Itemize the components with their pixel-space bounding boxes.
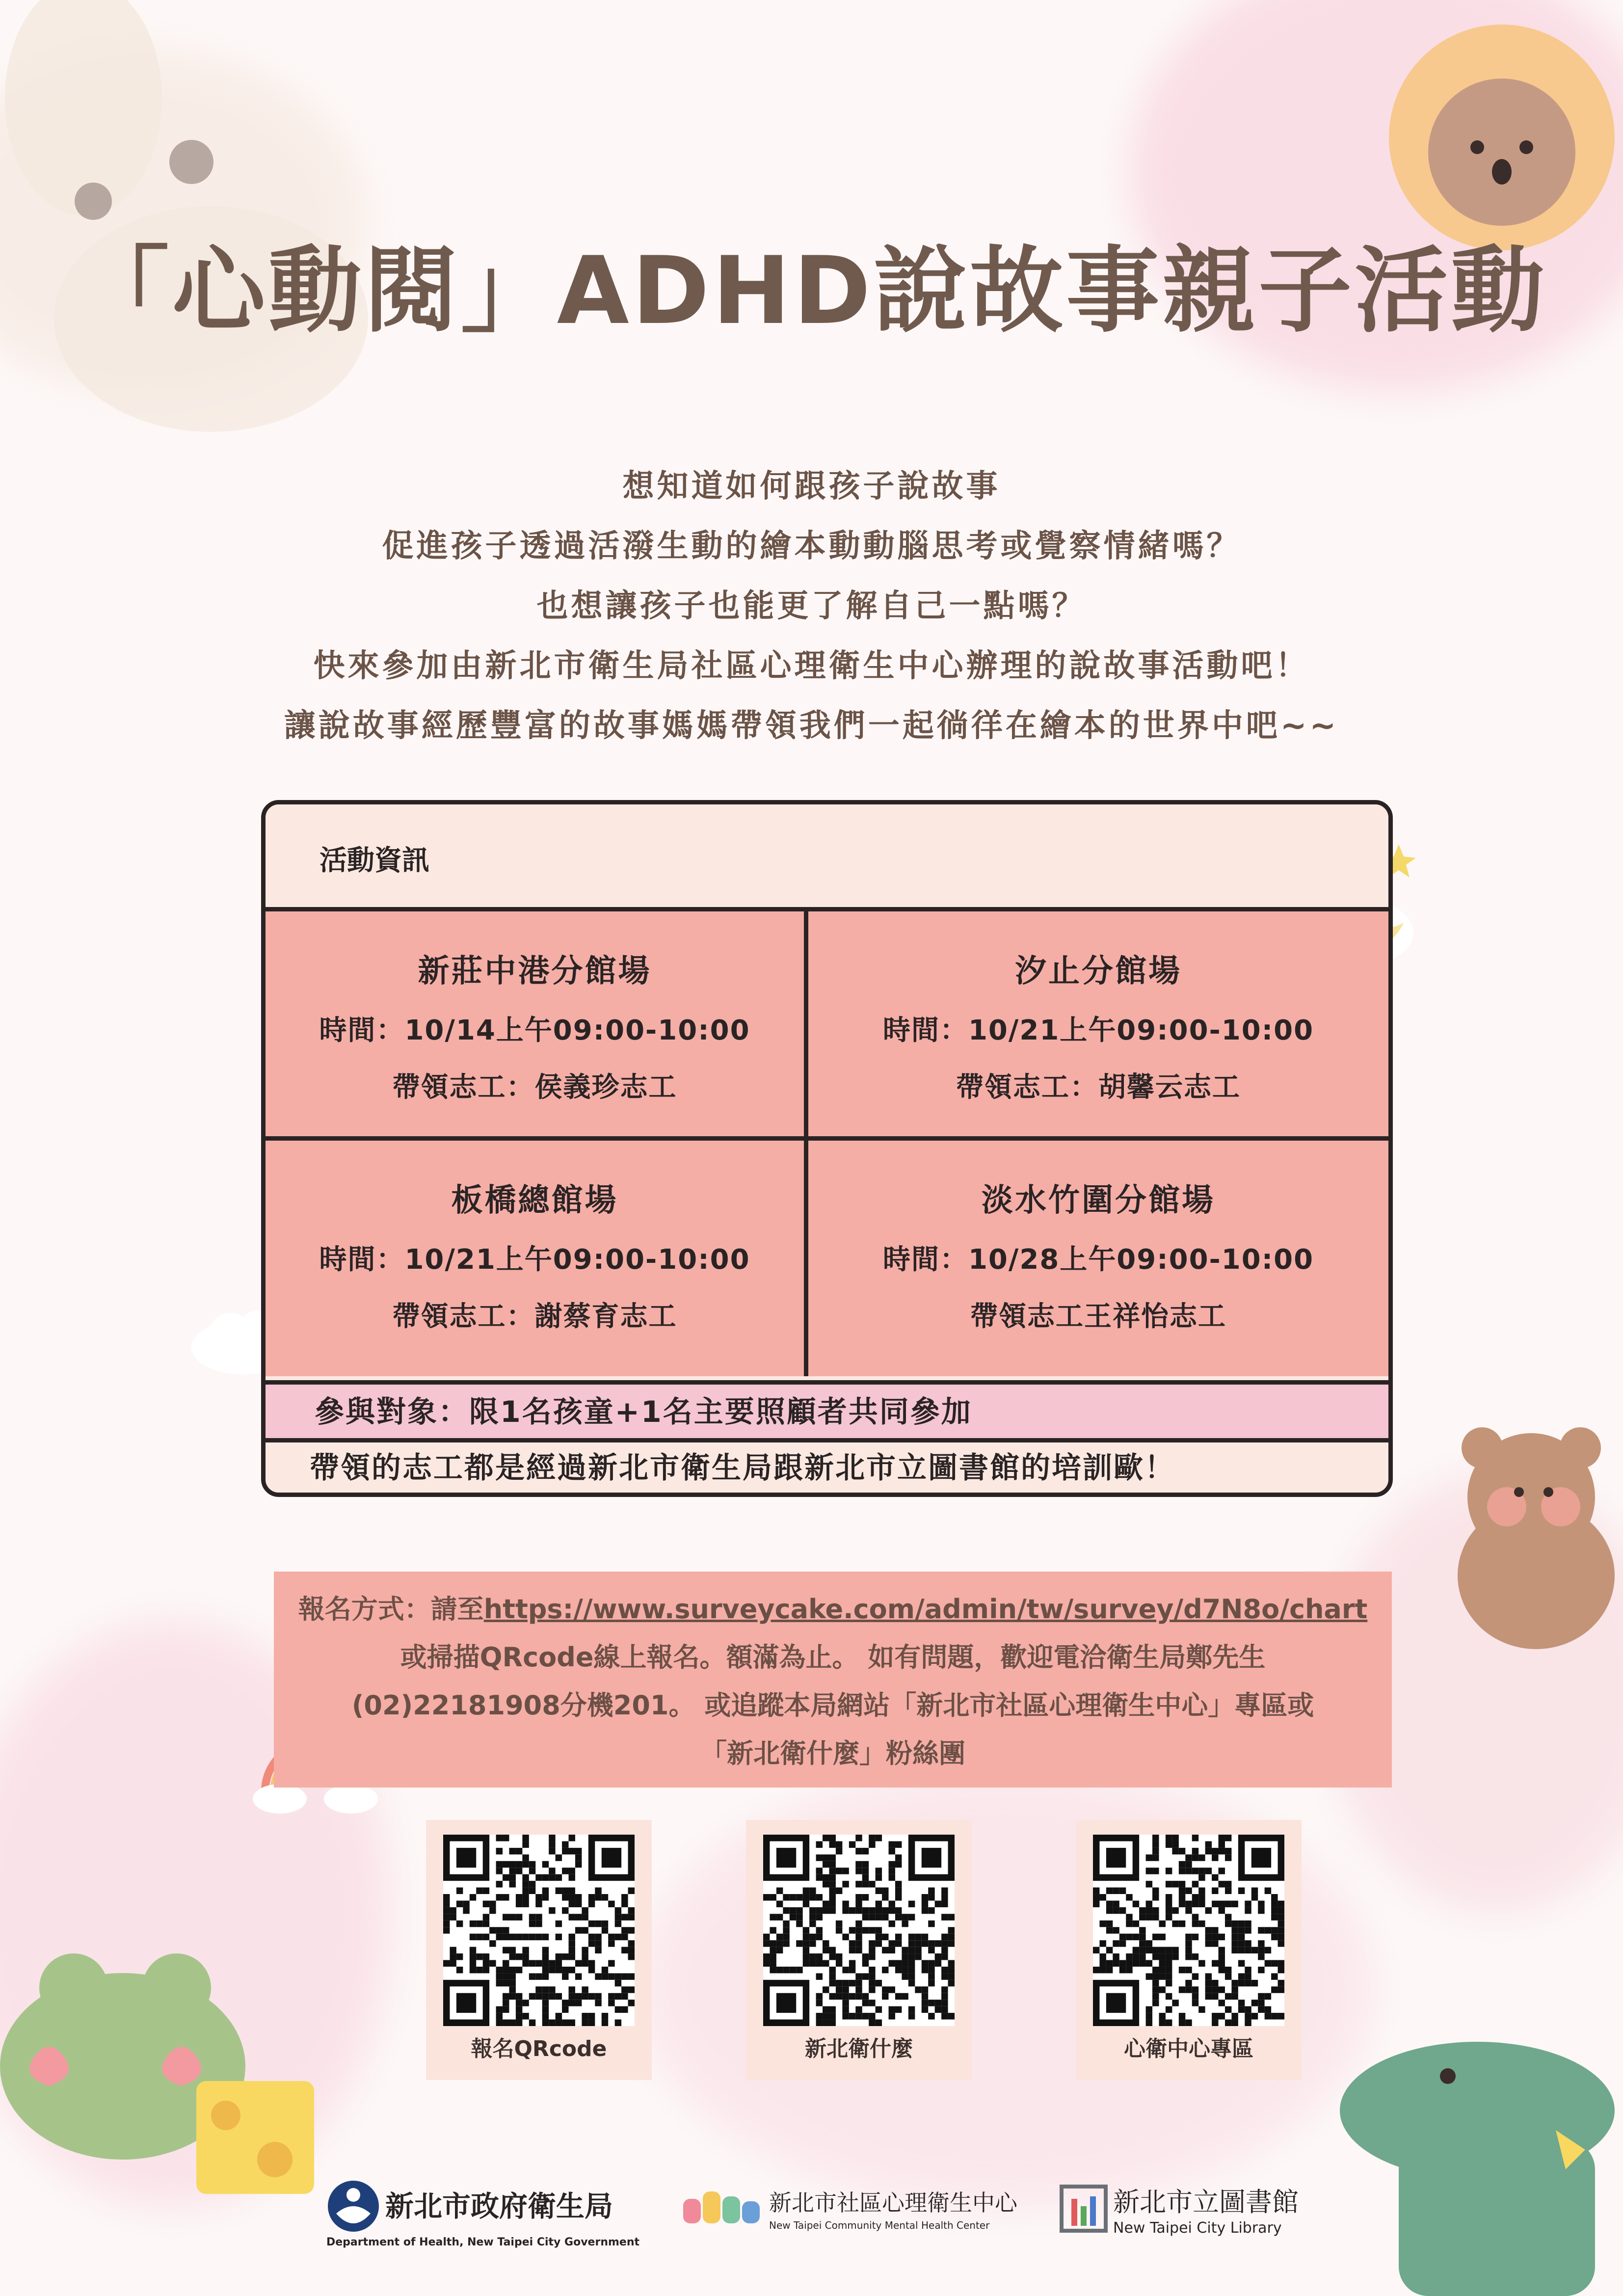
session-leader: 帶領志工：胡馨云志工 — [956, 1071, 1241, 1103]
qr-card-registration[interactable] — [426, 1820, 652, 2080]
health-department-logo — [326, 2174, 660, 2263]
session-card — [266, 911, 808, 1141]
bear-illustration — [1423, 1414, 1623, 1659]
frog-illustration — [0, 1953, 344, 2296]
session-leader: 帶領志工王祥怡志工 — [970, 1301, 1226, 1333]
intro-line: 也想讓孩子也能更了解自己一點嗎？ — [536, 588, 1087, 624]
session-card — [808, 911, 1388, 1141]
qr-code-icon — [443, 1835, 635, 2026]
session-time: 時間：10/28上午09:00-10:00 — [882, 1244, 1314, 1276]
qr-label: 心衛中心專區 — [1124, 2036, 1253, 2061]
participants-bar: 參與對象：限1名孩童+1名主要照顧者共同參加 — [266, 1380, 1388, 1442]
session-venue: 汐止分館場 — [1015, 953, 1182, 989]
qr-label: 報名QRcode — [471, 2036, 607, 2061]
session-venue: 板橋總館場 — [451, 1182, 618, 1219]
session-card — [808, 1141, 1388, 1376]
activity-info-box — [261, 800, 1393, 1497]
mental-health-center-logo — [683, 2174, 1037, 2263]
intro-line: 促進孩子透過活潑生動的繪本動動腦思考或覺察情緒嗎？ — [382, 528, 1241, 564]
intro-line: 想知道如何跟孩子說故事 — [622, 468, 1001, 505]
registration-link[interactable]: https://www.surveycake.com/admin/tw/survey/d7N8o/chart — [483, 1594, 1368, 1625]
library-subtitle: New Taipei City Library — [1113, 2219, 1282, 2237]
registration-line: 「新北衛什麼」粉絲團 — [700, 1738, 965, 1769]
library-logo — [1059, 2174, 1354, 2263]
library-icon — [1059, 2184, 1108, 2233]
mental-health-center-subtitle: New Taipei Community Mental Health Center — [769, 2219, 990, 2231]
session-leader: 帶領志工：謝蔡育志工 — [392, 1301, 677, 1333]
intro-line: 讓說故事經歷豐富的故事媽媽帶領我們一起徜徉在繪本的世界中吧~~ — [284, 708, 1339, 744]
volunteer-note: 帶領的志工都是經過新北市衛生局跟新北市立圖書館的培訓歐！ — [266, 1442, 1388, 1497]
qr-card-fanpage[interactable] — [746, 1820, 972, 2080]
health-department-emblem-icon — [326, 2179, 380, 2233]
registration-box — [274, 1572, 1392, 1788]
session-venue: 新莊中港分館場 — [418, 953, 652, 989]
qr-label: 新北衛什麼 — [805, 2036, 913, 2061]
info-header-label: 活動資訊 — [319, 845, 429, 877]
registration-line — [274, 1585, 1392, 1633]
qr-code-icon — [763, 1835, 955, 2026]
session-time: 時間：10/21上午09:00-10:00 — [882, 1015, 1314, 1046]
mental-health-center-icon — [683, 2189, 762, 2228]
registration-line: (02)22181908分機201。 或追蹤本局網站「新北市社區心理衛生中心」專區或 — [351, 1690, 1314, 1721]
session-leader: 帶領志工：侯義珍志工 — [392, 1071, 677, 1103]
intro-text — [0, 456, 1623, 756]
intro-line: 快來參加由新北市衛生局社區心理衛生中心辦理的說故事活動吧！ — [313, 648, 1310, 684]
info-header — [266, 804, 1388, 911]
session-time: 時間：10/21上午09:00-10:00 — [319, 1244, 750, 1276]
library-name: 新北市立圖書館 — [1113, 2187, 1299, 2217]
health-department-subtitle: Department of Health, New Taipei City Government — [326, 2236, 639, 2248]
health-department-name: 新北市政府衛生局 — [385, 2189, 613, 2223]
session-grid — [266, 911, 1388, 1380]
session-card — [266, 1141, 808, 1376]
page-title: 「心動閱」ADHD說故事親子活動 — [76, 237, 1547, 345]
mental-health-center-name: 新北市社區心理衛生中心 — [769, 2189, 1017, 2216]
qr-card-center[interactable] — [1076, 1820, 1302, 2080]
registration-prefix: 報名方式：請至 — [298, 1594, 484, 1625]
session-venue: 淡水竹圍分館場 — [982, 1182, 1215, 1219]
qr-code-icon — [1093, 1835, 1284, 2026]
session-time: 時間：10/14上午09:00-10:00 — [319, 1015, 750, 1046]
registration-line: 或掃描QRcode線上報名。額滿為止。 如有問題，歡迎電洽衛生局鄭先生 — [400, 1642, 1266, 1673]
